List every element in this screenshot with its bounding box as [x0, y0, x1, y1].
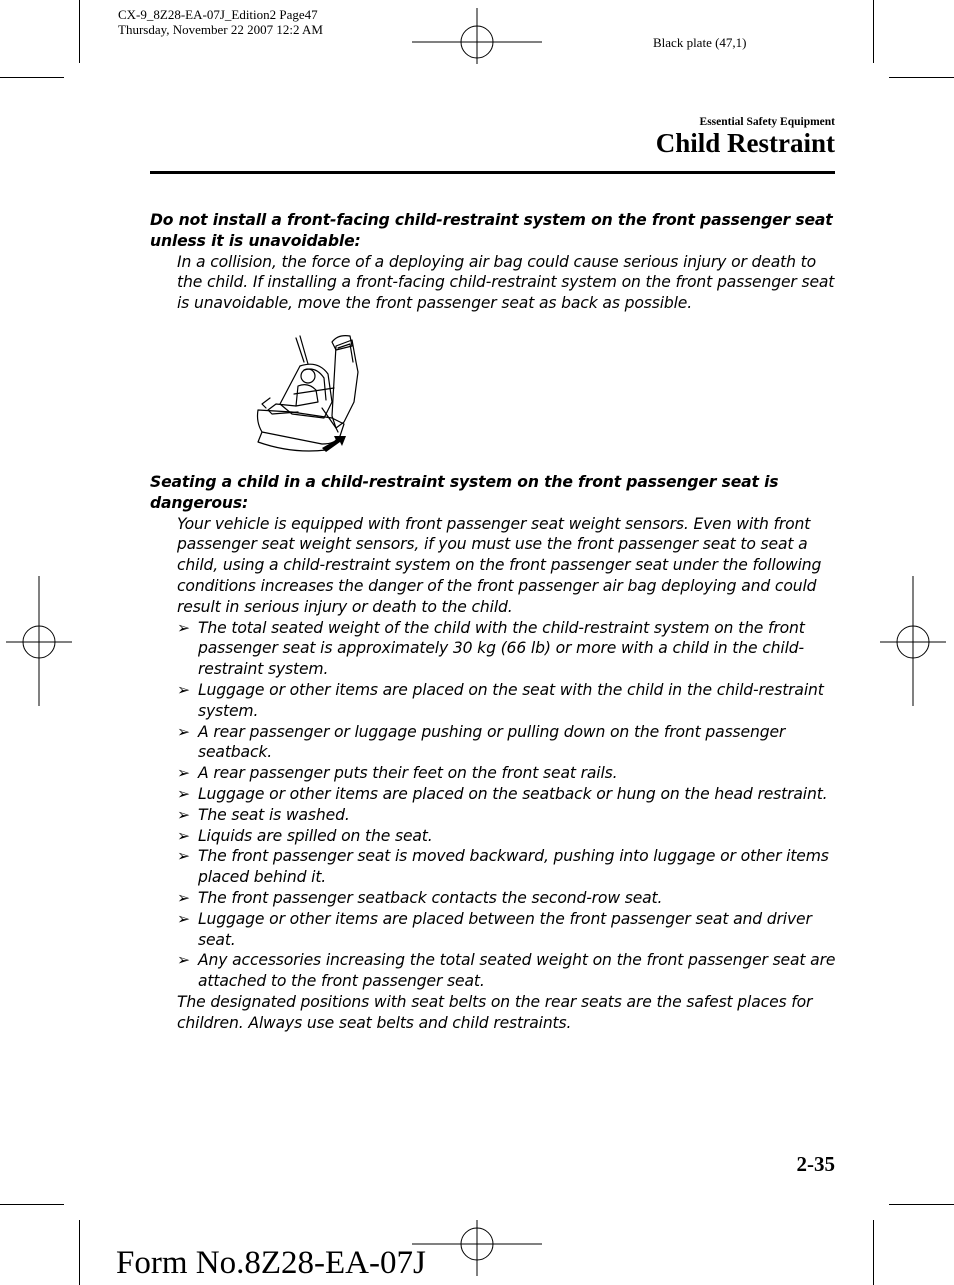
- list-item: ➢ Luggage or other items are placed between the front passenger seat and driver seat.: [177, 909, 812, 949]
- form-number: Form No.8Z28-EA-07J: [116, 1245, 426, 1281]
- condition-list: [150, 618, 840, 992]
- registration-mark-top-icon: [412, 4, 542, 66]
- registration-mark-bottom-icon: [412, 1218, 542, 1280]
- title-rule: [150, 171, 835, 174]
- print-header: [118, 7, 323, 37]
- page-title: Child Restraint: [655, 128, 835, 158]
- list-item: ➢ The front passenger seatback contacts the second-row seat.: [177, 888, 663, 907]
- warning-closing: The designated positions with seat belts on the rear seats are the safest places for children. Always use seat belts and child restraints.: [177, 992, 813, 1032]
- list-item: ➢ Luggage or other items are placed on the seatback or hung on the head restraint.: [177, 784, 828, 803]
- arrow-bullet-icon: ➢: [177, 680, 190, 699]
- file-line: CX-9_8Z28-EA-07J_Edition2 Page47: [118, 7, 318, 22]
- warning-block-front-facing: [150, 210, 840, 314]
- list-item: ➢ A rear passenger puts their feet on the front seat rails.: [177, 764, 618, 783]
- registration-mark-left-icon: [0, 576, 80, 706]
- arrow-bullet-icon: ➢: [177, 909, 190, 928]
- arrow-bullet-icon: ➢: [177, 805, 190, 824]
- warning-heading: Do not install a front-facing child-restraint system on the front passenger seat unless it is unavoidable:: [150, 211, 833, 250]
- plate-label: Black plate (47,1): [653, 35, 747, 50]
- section-label: Essential Safety Equipment: [699, 116, 835, 128]
- arrow-bullet-icon: ➢: [177, 784, 190, 803]
- list-item: ➢ The total seated weight of the child with the child-restraint system on the front passenger seat is approximately 30 kg (66 lb) or more with a child in the child-restraint system.: [177, 618, 805, 679]
- page-number: 2-35: [796, 1152, 835, 1176]
- warning-heading: Seating a child in a child-restraint system on the front passenger seat is dangerous:: [150, 473, 779, 512]
- arrow-bullet-icon: ➢: [177, 847, 190, 866]
- arrow-bullet-icon: ➢: [177, 951, 190, 970]
- registration-mark-right-icon: [874, 576, 954, 706]
- list-item: ➢ A rear passenger or luggage pushing or pulling down on the front passenger seatback.: [177, 722, 786, 762]
- list-item: ➢ Any accessories increasing the total seated weight on the front passenger seat are attached to the front passenger seat.: [177, 951, 836, 991]
- warning-block-front-passenger: [150, 472, 840, 1034]
- list-item: ➢ The front passenger seat is moved backward, pushing into luggage or other items placed behind it.: [177, 847, 829, 887]
- arrow-bullet-icon: ➢: [177, 888, 190, 907]
- list-item: ➢ Liquids are spilled on the seat.: [177, 826, 433, 845]
- date-line: Thursday, November 22 2007 12:2 AM: [118, 22, 323, 37]
- warning-intro: Your vehicle is equipped with front passenger seat weight sensors. Even with front passenger seat weight sensors, if you must use the front passenger seat to seat a child, using a child-restraint system on the front passenger seat under the following conditions increases the danger of the front passenger air bag deploying and could result in serious injury or death to the child.: [177, 514, 822, 616]
- warning-body: In a collision, the force of a deploying air bag could cause serious injury or death to the child. If installing a front-facing child-restraint system on the front passenger seat is unavoidable, move the front passenger seat as back as possible.: [177, 252, 835, 313]
- child-seat-illustration-icon: [252, 332, 364, 456]
- list-item: ➢ Luggage or other items are placed on the seat with the child in the child-restraint system.: [177, 680, 824, 720]
- arrow-bullet-icon: ➢: [177, 826, 190, 845]
- arrow-bullet-icon: ➢: [177, 764, 190, 783]
- arrow-bullet-icon: ➢: [177, 722, 190, 741]
- arrow-bullet-icon: ➢: [177, 618, 190, 637]
- list-item: ➢ The seat is washed.: [177, 805, 350, 824]
